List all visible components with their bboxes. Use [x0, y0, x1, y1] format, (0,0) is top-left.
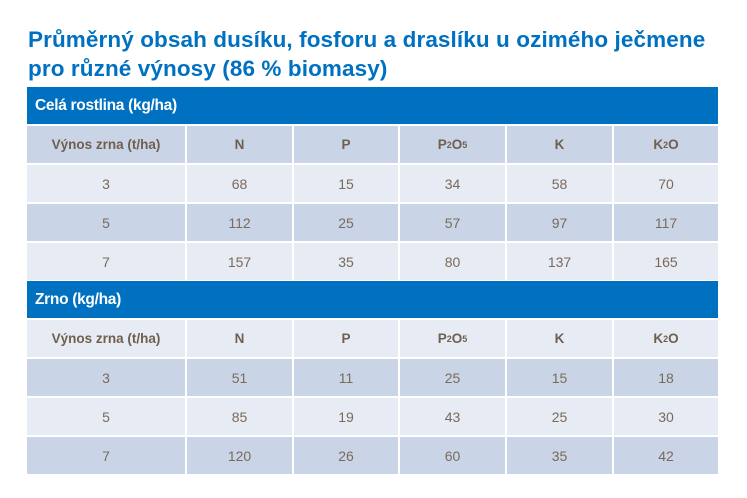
cell-k2o: 70 [612, 165, 718, 202]
table-row [27, 396, 718, 435]
cell-p: 25 [292, 204, 398, 241]
column-header-n: N [185, 320, 292, 357]
cell-k: 25 [505, 398, 612, 435]
table-row [27, 435, 718, 474]
table-grain [27, 281, 718, 474]
column-header-k2o: K 2 O [612, 126, 718, 163]
cell-n: 51 [185, 359, 292, 396]
column-header-p: P [292, 320, 398, 357]
cell-p: 26 [292, 437, 398, 474]
cell-p: 11 [292, 359, 398, 396]
cell-k2o: 42 [612, 437, 718, 474]
page-title: Průměrný obsah dusíku, fosforu a draslíku u ozimého ječmene pro různé výnosy (86 % biomasy) [28, 27, 706, 81]
table-row [27, 241, 718, 280]
table-row [27, 357, 718, 396]
cell-k: 35 [505, 437, 612, 474]
table-whole-plant [27, 87, 718, 280]
cell-p2o5: 34 [398, 165, 505, 202]
cell-yield: 5 [102, 214, 110, 231]
column-header-row [27, 318, 718, 357]
cell-k: 137 [505, 243, 612, 280]
cell-k2o: 18 [612, 359, 718, 396]
cell-n: 68 [185, 165, 292, 202]
cell-yield: 7 [102, 447, 110, 464]
cell-k: 58 [505, 165, 612, 202]
cell-p: 35 [292, 243, 398, 280]
column-header-p: P [292, 126, 398, 163]
cell-yield: 3 [102, 369, 110, 386]
column-header-row [27, 124, 718, 163]
cell-p: 19 [292, 398, 398, 435]
cell-k2o: 165 [612, 243, 718, 280]
table-row [27, 163, 718, 202]
cell-yield: 7 [102, 253, 110, 270]
table-row [27, 202, 718, 241]
cell-k2o: 117 [612, 204, 718, 241]
cell-k: 15 [505, 359, 612, 396]
column-header-k: K [505, 320, 612, 357]
cell-p2o5: 25 [398, 359, 505, 396]
column-header-p2o5: P 2 O 5 [398, 126, 505, 163]
cell-p: 15 [292, 165, 398, 202]
cell-n: 157 [185, 243, 292, 280]
cell-n: 112 [185, 204, 292, 241]
section-header-whole-plant: Celá rostlina (kg/ha) [27, 87, 718, 124]
section-header-grain: Zrno (kg/ha) [27, 281, 718, 318]
cell-p2o5: 57 [398, 204, 505, 241]
cell-n: 85 [185, 398, 292, 435]
column-header-k2o: K 2 O [612, 320, 718, 357]
cell-k2o: 30 [612, 398, 718, 435]
cell-yield: 5 [102, 408, 110, 425]
column-header-yield: Výnos zrna (t/ha) [51, 331, 161, 346]
cell-yield: 3 [102, 175, 110, 192]
cell-p2o5: 43 [398, 398, 505, 435]
column-header-p2o5: P 2 O 5 [398, 320, 505, 357]
cell-p2o5: 60 [398, 437, 505, 474]
column-header-n: N [185, 126, 292, 163]
cell-k: 97 [505, 204, 612, 241]
column-header-k: K [505, 126, 612, 163]
column-header-yield: Výnos zrna (t/ha) [51, 137, 161, 152]
cell-n: 120 [185, 437, 292, 474]
cell-p2o5: 80 [398, 243, 505, 280]
